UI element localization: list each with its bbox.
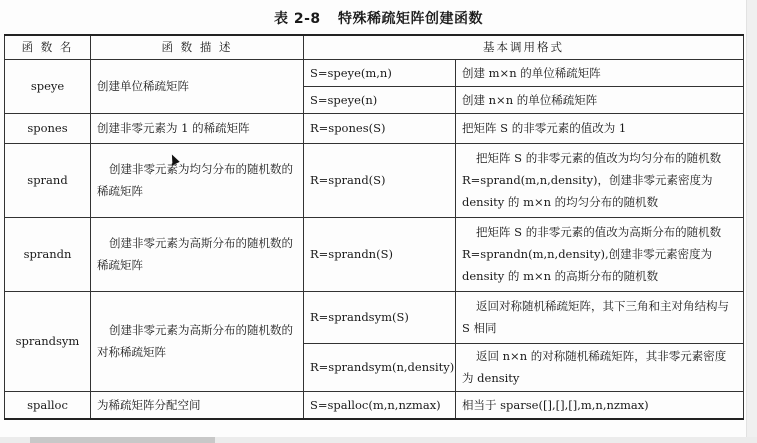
table-row xyxy=(5,113,744,143)
call-syntax: S=spalloc(m,n,nzmax) xyxy=(304,391,456,419)
call-explanation: 创建 m×n 的单位稀疏矩阵 xyxy=(456,59,744,86)
vertical-scrollbar[interactable] xyxy=(746,0,757,443)
function-description: 创建非零元素为 1 的稀疏矩阵 xyxy=(91,113,304,143)
function-name: spalloc xyxy=(5,391,91,419)
table-number: 表 2-8 xyxy=(273,11,321,27)
function-name: sprand xyxy=(5,143,91,217)
table-row xyxy=(5,217,744,291)
call-explanation: 创建 n×n 的单位稀疏矩阵 xyxy=(456,86,744,113)
function-name: spones xyxy=(5,113,91,143)
header-basic-usage: 基本调用格式 xyxy=(304,35,744,59)
call-syntax: S=speye(m,n) xyxy=(304,59,456,86)
sparse-functions-table xyxy=(4,34,744,420)
horizontal-scrollbar[interactable] xyxy=(0,437,757,443)
table-row xyxy=(5,291,744,343)
function-description: 创建单位稀疏矩阵 xyxy=(91,59,304,113)
header-row xyxy=(5,35,744,59)
call-explanation: 把矩阵 S 的非零元素的值改为 1 xyxy=(456,113,744,143)
table-row xyxy=(5,59,744,86)
call-syntax: S=speye(n) xyxy=(304,86,456,113)
call-syntax: R=sprandn(S) xyxy=(304,217,456,291)
function-description: 为稀疏矩阵分配空间 xyxy=(91,391,304,419)
call-syntax: R=spones(S) xyxy=(304,113,456,143)
call-syntax: R=sprandsym(n,density) xyxy=(304,343,456,391)
call-explanation: 返回对称随机稀疏矩阵，其下三角和主对角结构与 S 相同 xyxy=(456,291,744,343)
scrollbar-thumb[interactable] xyxy=(30,437,215,443)
call-syntax: R=sprandsym(S) xyxy=(304,291,456,343)
call-syntax: R=sprand(S) xyxy=(304,143,456,217)
call-explanation: 相当于 sparse([],[],[],m,n,nzmax) xyxy=(456,391,744,419)
function-description: 创建非零元素为高斯分布的随机数的对称稀疏矩阵 xyxy=(91,291,304,391)
table-title: 特殊稀疏矩阵创建函数 xyxy=(338,11,484,27)
function-name: sprandsym xyxy=(5,291,91,391)
header-function-description: 函 数 描 述 xyxy=(91,35,304,59)
call-explanation: 把矩阵 S 的非零元素的值改为高斯分布的随机数 R=sprandn(m,n,density),创建非零元素密度为 density 的 m×n 的高斯分布的随机数 xyxy=(456,217,744,291)
call-explanation: 把矩阵 S 的非零元素的值改为均匀分布的随机数 R=sprand(m,n,density)，创建非零元素密度为 density 的 m×n 的均匀分布的随机数 xyxy=(456,143,744,217)
table-caption xyxy=(0,8,757,28)
call-explanation: 返回 n×n 的对称随机稀疏矩阵，其非零元素密度为 density xyxy=(456,343,744,391)
function-name: sprandn xyxy=(5,217,91,291)
header-function-name: 函 数 名 xyxy=(5,35,91,59)
function-description: 创建非零元素为高斯分布的随机数的稀疏矩阵 xyxy=(91,217,304,291)
function-description: 创建非零元素为均匀分布的随机数的稀疏矩阵 xyxy=(91,143,304,217)
function-name: speye xyxy=(5,59,91,113)
table-row xyxy=(5,391,744,419)
table-row xyxy=(5,143,744,217)
